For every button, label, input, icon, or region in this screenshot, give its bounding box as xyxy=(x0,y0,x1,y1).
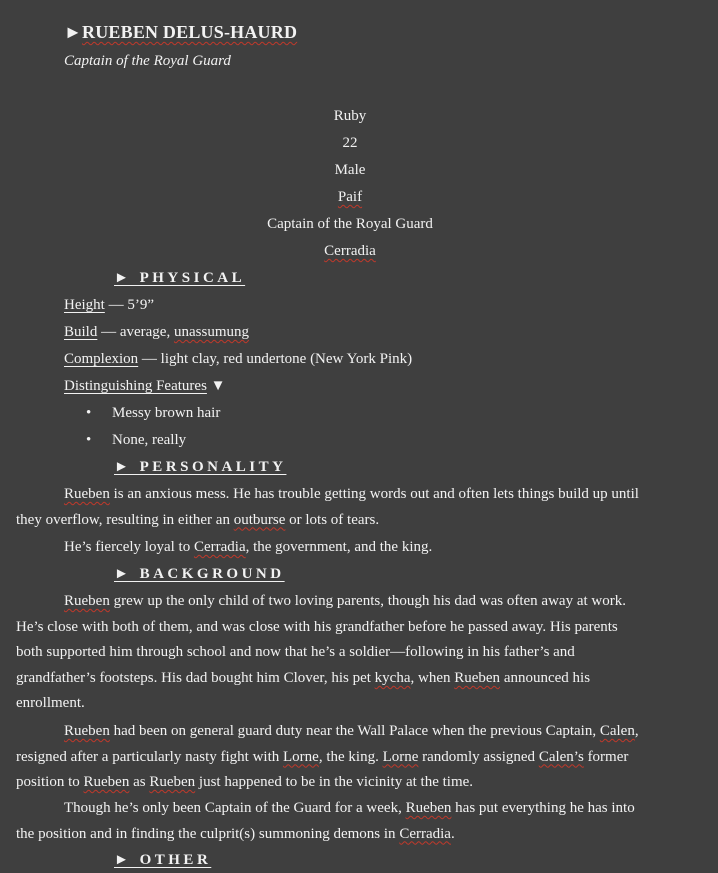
text-run: is an anxious mess. He has trouble getting words out and often lets things build up until they overflow, resulting in either an xyxy=(16,486,639,528)
name-lorne: Lorne xyxy=(382,748,419,765)
text-run: , the king. xyxy=(318,748,383,765)
info-color: Ruby xyxy=(333,108,367,124)
physical-features[interactable] xyxy=(64,378,226,395)
name-rueben: Rueben xyxy=(454,669,501,686)
name-rueben: Rueben xyxy=(83,774,130,791)
build-value-misspelled: unassumung xyxy=(173,324,249,340)
personality-paragraph-2 xyxy=(16,535,646,561)
name-lorne: Lorne xyxy=(283,748,319,765)
physical-build xyxy=(64,324,249,341)
background-paragraph-1 xyxy=(16,589,646,717)
info-occupation: Captain of the Royal Guard xyxy=(267,216,433,232)
text-run: has put everything he has into the position and in finding the culprit(s) summoning demons in xyxy=(16,800,635,842)
title-arrow: ► xyxy=(64,22,83,42)
name-rueben: Rueben xyxy=(64,486,110,502)
features-toggle-icon[interactable]: ▼ xyxy=(206,378,226,394)
name-rueben: Rueben xyxy=(405,800,452,816)
text-run: just happened to be in the vicinity at the time. xyxy=(195,774,474,791)
section-header-physical: ► PHYSICAL xyxy=(114,270,246,286)
info-location xyxy=(0,243,700,260)
title-text: RUEBEN DELUS-HAURD xyxy=(82,22,298,42)
build-value: — average, xyxy=(97,324,174,340)
info-age: 22 xyxy=(342,135,358,151)
name-cerradia: Cerradia xyxy=(399,825,451,842)
list-item xyxy=(86,432,186,449)
text-run: . xyxy=(450,825,455,842)
section-header-personality: ► PERSONALITY xyxy=(114,459,287,475)
list-item xyxy=(86,405,220,422)
bullet-icon: • xyxy=(86,405,92,421)
misspelled-word: outburse xyxy=(233,511,286,528)
background-paragraph-3 xyxy=(16,796,646,847)
list-item-text: Messy brown hair xyxy=(112,405,221,421)
info-species-text: Paif xyxy=(337,189,363,205)
info-location-text: Cerradia xyxy=(324,243,376,259)
section-header-background: ► BACKGROUND xyxy=(114,566,285,582)
height-label: Height xyxy=(64,297,105,313)
height-value: — 5’9” xyxy=(104,297,154,313)
page-title xyxy=(64,22,297,43)
text-run: He’s fiercely loyal to xyxy=(64,539,194,555)
name-rueben: Rueben xyxy=(64,593,110,609)
section-header-other: ► OTHER xyxy=(114,852,212,868)
text-run: , the government, and the king. xyxy=(245,539,433,555)
name-rueben: Rueben xyxy=(64,723,110,739)
background-paragraph-2 xyxy=(16,719,646,796)
name-calen: Calen xyxy=(599,723,635,739)
build-label: Build xyxy=(64,324,98,340)
text-run: announced his enrollment. xyxy=(16,669,591,712)
physical-height xyxy=(64,297,154,314)
bullet-icon: • xyxy=(86,432,92,448)
text-run: grew up the only child of two loving parents, though his dad was often away at work. He’s close with both of them, and was close with his grandfather before he passed away. His parents both supported him through school and now that he’s a soldier—following in his father’s and grandfather’s footsteps. His dad bought him Clover, his pet xyxy=(16,593,626,686)
info-gender: Male xyxy=(334,162,366,178)
word-kycha: kycha xyxy=(374,669,411,686)
text-run: Though he’s only been Captain of the Guard for a week, xyxy=(64,800,406,816)
personality-paragraph-1 xyxy=(16,482,646,533)
list-item-text: None, really xyxy=(112,432,187,448)
text-run: as xyxy=(129,774,150,791)
complexion-value: — light clay, red undertone (New York Pink) xyxy=(138,351,413,367)
info-species xyxy=(0,189,700,206)
text-run: former position to xyxy=(16,748,629,791)
page-subtitle: Captain of the Royal Guard xyxy=(64,53,231,69)
physical-complexion xyxy=(64,351,412,368)
features-label: Distinguishing Features xyxy=(64,378,207,394)
name-cerradia: Cerradia xyxy=(193,539,246,555)
text-run: , when xyxy=(410,669,455,686)
name-rueben: Rueben xyxy=(149,774,196,791)
text-run: randomly assigned xyxy=(418,748,539,765)
text-run: or lots of tears. xyxy=(285,511,380,528)
text-run: , resigned after a particularly nasty fight with xyxy=(16,723,639,765)
name-calens: Calen’s xyxy=(538,748,584,765)
complexion-label: Complexion xyxy=(64,351,139,367)
text-run: had been on general guard duty near the Wall Palace when the previous Captain, xyxy=(109,723,600,739)
